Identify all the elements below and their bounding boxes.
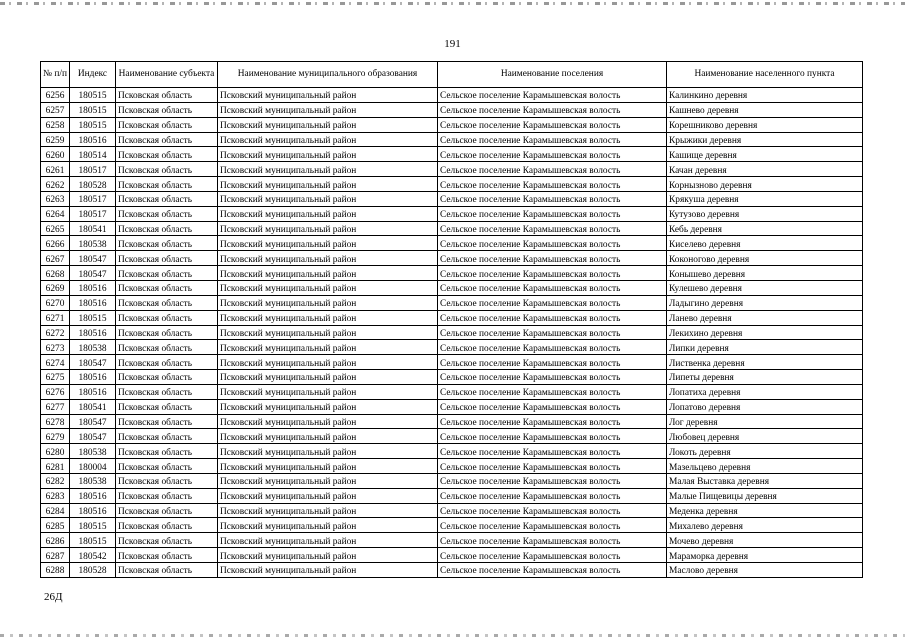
cell-subject: Псковская область (116, 459, 218, 474)
settlements-table (40, 61, 863, 578)
cell-subject: Псковская область (116, 370, 218, 385)
cell-number: 6259 (41, 132, 70, 147)
cell-subject: Псковская область (116, 221, 218, 236)
cell-index: 180547 (70, 251, 116, 266)
cell-subject: Псковская область (116, 399, 218, 414)
cell-index: 180515 (70, 518, 116, 533)
cell-locality: Ладыгино деревня (667, 295, 863, 310)
cell-subject: Псковская область (116, 310, 218, 325)
cell-settlement: Сельское поселение Карамышевская волость (438, 251, 667, 266)
cell-municipality: Псковский муниципальный район (218, 503, 438, 518)
cell-index: 180514 (70, 147, 116, 162)
cell-index: 180004 (70, 459, 116, 474)
cell-settlement: Сельское поселение Карамышевская волость (438, 370, 667, 385)
cell-subject: Псковская область (116, 88, 218, 103)
cell-subject: Псковская область (116, 488, 218, 503)
cell-number: 6271 (41, 310, 70, 325)
table-row (41, 191, 863, 206)
cell-locality: Конышево деревня (667, 266, 863, 281)
cell-index: 180547 (70, 414, 116, 429)
table-row (41, 177, 863, 192)
cell-subject: Псковская область (116, 429, 218, 444)
cell-locality: Корнызново деревня (667, 177, 863, 192)
cell-locality: Малые Пищевицы деревня (667, 488, 863, 503)
table-row (41, 444, 863, 459)
cell-subject: Псковская область (116, 503, 218, 518)
cell-settlement: Сельское поселение Карамышевская волость (438, 429, 667, 444)
table-row (41, 384, 863, 399)
cell-locality: Малая Выставка деревня (667, 473, 863, 488)
scan-edge-top (0, 2, 905, 5)
cell-number: 6256 (41, 88, 70, 103)
table-row (41, 251, 863, 266)
cell-subject: Псковская область (116, 102, 218, 117)
cell-municipality: Псковский муниципальный район (218, 236, 438, 251)
cell-settlement: Сельское поселение Карамышевская волость (438, 177, 667, 192)
table-row (41, 266, 863, 281)
cell-number: 6260 (41, 147, 70, 162)
cell-number: 6274 (41, 355, 70, 370)
table-row (41, 414, 863, 429)
cell-settlement: Сельское поселение Карамышевская волость (438, 266, 667, 281)
cell-subject: Псковская область (116, 384, 218, 399)
cell-number: 6277 (41, 399, 70, 414)
table-header-row (41, 62, 863, 88)
header-number: № п/п (41, 62, 70, 88)
cell-municipality: Псковский муниципальный район (218, 102, 438, 117)
cell-index: 180517 (70, 191, 116, 206)
cell-index: 180541 (70, 221, 116, 236)
cell-number: 6257 (41, 102, 70, 117)
cell-subject: Псковская область (116, 251, 218, 266)
cell-municipality: Псковский муниципальный район (218, 266, 438, 281)
cell-settlement: Сельское поселение Карамышевская волость (438, 488, 667, 503)
cell-settlement: Сельское поселение Карамышевская волость (438, 399, 667, 414)
cell-locality: Крыжики деревня (667, 132, 863, 147)
table-row (41, 459, 863, 474)
cell-municipality: Псковский муниципальный район (218, 221, 438, 236)
table-row (41, 429, 863, 444)
cell-settlement: Сельское поселение Карамышевская волость (438, 132, 667, 147)
cell-number: 6286 (41, 533, 70, 548)
table-row (41, 206, 863, 221)
cell-index: 180547 (70, 355, 116, 370)
table-row (41, 563, 863, 578)
cell-index: 180538 (70, 473, 116, 488)
cell-municipality: Псковский муниципальный район (218, 370, 438, 385)
cell-locality: Лопатиха деревня (667, 384, 863, 399)
page-number: 191 (444, 38, 461, 50)
cell-subject: Псковская область (116, 473, 218, 488)
cell-subject: Псковская область (116, 236, 218, 251)
cell-settlement: Сельское поселение Карамышевская волость (438, 518, 667, 533)
cell-subject: Псковская область (116, 162, 218, 177)
cell-subject: Псковская область (116, 563, 218, 578)
cell-index: 180538 (70, 340, 116, 355)
table-row (41, 295, 863, 310)
cell-settlement: Сельское поселение Карамышевская волость (438, 310, 667, 325)
cell-locality: Кутузово деревня (667, 206, 863, 221)
cell-settlement: Сельское поселение Карамышевская волость (438, 414, 667, 429)
cell-number: 6272 (41, 325, 70, 340)
cell-municipality: Псковский муниципальный район (218, 88, 438, 103)
header-municipality: Наименование муниципального образования (218, 62, 438, 88)
cell-number: 6284 (41, 503, 70, 518)
scan-edge-bottom (0, 634, 905, 637)
cell-municipality: Псковский муниципальный район (218, 429, 438, 444)
cell-locality: Коконогово деревня (667, 251, 863, 266)
table-row (41, 533, 863, 548)
cell-locality: Мочево деревня (667, 533, 863, 548)
cell-number: 6283 (41, 488, 70, 503)
cell-subject: Псковская область (116, 280, 218, 295)
cell-municipality: Псковский муниципальный район (218, 533, 438, 548)
cell-locality: Кебь деревня (667, 221, 863, 236)
cell-municipality: Псковский муниципальный район (218, 414, 438, 429)
cell-subject: Псковская область (116, 266, 218, 281)
cell-number: 6280 (41, 444, 70, 459)
cell-settlement: Сельское поселение Карамышевская волость (438, 88, 667, 103)
cell-subject: Псковская область (116, 177, 218, 192)
cell-municipality: Псковский муниципальный район (218, 488, 438, 503)
cell-settlement: Сельское поселение Карамышевская волость (438, 473, 667, 488)
cell-locality: Маслово деревня (667, 563, 863, 578)
header-settlement: Наименование поселения (438, 62, 667, 88)
table-body (41, 88, 863, 578)
cell-number: 6282 (41, 473, 70, 488)
cell-locality: Локоть деревня (667, 444, 863, 459)
cell-number: 6265 (41, 221, 70, 236)
cell-subject: Псковская область (116, 533, 218, 548)
cell-settlement: Сельское поселение Карамышевская волость (438, 295, 667, 310)
cell-index: 180515 (70, 102, 116, 117)
table-row (41, 503, 863, 518)
cell-number: 6276 (41, 384, 70, 399)
cell-index: 180515 (70, 533, 116, 548)
cell-settlement: Сельское поселение Карамышевская волость (438, 503, 667, 518)
cell-settlement: Сельское поселение Карамышевская волость (438, 459, 667, 474)
cell-municipality: Псковский муниципальный район (218, 548, 438, 563)
table-row (41, 488, 863, 503)
cell-number: 6285 (41, 518, 70, 533)
cell-locality: Липеты деревня (667, 370, 863, 385)
cell-index: 180538 (70, 444, 116, 459)
cell-number: 6258 (41, 117, 70, 132)
cell-locality: Липки деревня (667, 340, 863, 355)
cell-index: 180542 (70, 548, 116, 563)
cell-settlement: Сельское поселение Карамышевская волость (438, 206, 667, 221)
cell-locality: Лиственка деревня (667, 355, 863, 370)
cell-index: 180516 (70, 503, 116, 518)
cell-settlement: Сельское поселение Карамышевская волость (438, 236, 667, 251)
table-row (41, 162, 863, 177)
cell-settlement: Сельское поселение Карамышевская волость (438, 102, 667, 117)
cell-municipality: Псковский муниципальный район (218, 459, 438, 474)
cell-index: 180516 (70, 132, 116, 147)
cell-index: 180517 (70, 206, 116, 221)
cell-municipality: Псковский муниципальный район (218, 295, 438, 310)
cell-subject: Псковская область (116, 191, 218, 206)
cell-settlement: Сельское поселение Карамышевская волость (438, 221, 667, 236)
cell-index: 180516 (70, 488, 116, 503)
cell-index: 180516 (70, 370, 116, 385)
cell-subject: Псковская область (116, 206, 218, 221)
cell-settlement: Сельское поселение Карамышевская волость (438, 355, 667, 370)
table-row (41, 280, 863, 295)
cell-index: 180516 (70, 280, 116, 295)
cell-number: 6288 (41, 563, 70, 578)
cell-locality: Мараморка деревня (667, 548, 863, 563)
table-row (41, 518, 863, 533)
table-row (41, 147, 863, 162)
cell-subject: Псковская область (116, 444, 218, 459)
cell-subject: Псковская область (116, 295, 218, 310)
cell-municipality: Псковский муниципальный район (218, 384, 438, 399)
cell-number: 6266 (41, 236, 70, 251)
cell-number: 6278 (41, 414, 70, 429)
cell-index: 180547 (70, 429, 116, 444)
cell-locality: Калинкино деревня (667, 88, 863, 103)
cell-locality: Михалево деревня (667, 518, 863, 533)
cell-municipality: Псковский муниципальный район (218, 325, 438, 340)
cell-municipality: Псковский муниципальный район (218, 177, 438, 192)
table-row (41, 132, 863, 147)
cell-locality: Крякуша деревня (667, 191, 863, 206)
cell-subject: Псковская область (116, 518, 218, 533)
table-row (41, 340, 863, 355)
cell-number: 6287 (41, 548, 70, 563)
cell-locality: Ланево деревня (667, 310, 863, 325)
cell-locality: Киселево деревня (667, 236, 863, 251)
cell-municipality: Псковский муниципальный район (218, 473, 438, 488)
cell-settlement: Сельское поселение Карамышевская волость (438, 533, 667, 548)
cell-subject: Псковская область (116, 340, 218, 355)
cell-number: 6262 (41, 177, 70, 192)
header-index: Индекс (70, 62, 116, 88)
cell-number: 6264 (41, 206, 70, 221)
cell-locality: Качан деревня (667, 162, 863, 177)
cell-municipality: Псковский муниципальный район (218, 191, 438, 206)
table-row (41, 102, 863, 117)
cell-municipality: Псковский муниципальный район (218, 251, 438, 266)
cell-index: 180516 (70, 384, 116, 399)
cell-municipality: Псковский муниципальный район (218, 340, 438, 355)
table-row (41, 88, 863, 103)
cell-locality: Кашище деревня (667, 147, 863, 162)
cell-municipality: Псковский муниципальный район (218, 132, 438, 147)
cell-number: 6273 (41, 340, 70, 355)
cell-locality: Корешниково деревня (667, 117, 863, 132)
cell-locality: Меденка деревня (667, 503, 863, 518)
cell-index: 180541 (70, 399, 116, 414)
cell-number: 6270 (41, 295, 70, 310)
table-row (41, 221, 863, 236)
cell-municipality: Псковский муниципальный район (218, 518, 438, 533)
cell-index: 180547 (70, 266, 116, 281)
cell-municipality: Псковский муниципальный район (218, 444, 438, 459)
cell-subject: Псковская область (116, 132, 218, 147)
cell-index: 180528 (70, 177, 116, 192)
header-locality: Наименование населенного пункта (667, 62, 863, 88)
cell-settlement: Сельское поселение Карамышевская волость (438, 147, 667, 162)
cell-index: 180517 (70, 162, 116, 177)
cell-settlement: Сельское поселение Карамышевская волость (438, 444, 667, 459)
cell-municipality: Псковский муниципальный район (218, 206, 438, 221)
cell-settlement: Сельское поселение Карамышевская волость (438, 563, 667, 578)
table-row (41, 370, 863, 385)
cell-number: 6279 (41, 429, 70, 444)
cell-municipality: Псковский муниципальный район (218, 117, 438, 132)
cell-subject: Псковская область (116, 117, 218, 132)
cell-subject: Псковская область (116, 414, 218, 429)
table-row (41, 310, 863, 325)
cell-number: 6275 (41, 370, 70, 385)
cell-number: 6263 (41, 191, 70, 206)
header-subject: Наименование субъекта (116, 62, 218, 88)
cell-index: 180528 (70, 563, 116, 578)
cell-subject: Псковская область (116, 548, 218, 563)
cell-subject: Псковская область (116, 147, 218, 162)
cell-index: 180515 (70, 117, 116, 132)
cell-index: 180515 (70, 88, 116, 103)
cell-settlement: Сельское поселение Карамышевская волость (438, 280, 667, 295)
table-row (41, 117, 863, 132)
table-row (41, 548, 863, 563)
cell-settlement: Сельское поселение Карамышевская волость (438, 384, 667, 399)
cell-settlement: Сельское поселение Карамышевская волость (438, 548, 667, 563)
cell-municipality: Псковский муниципальный район (218, 310, 438, 325)
cell-municipality: Псковский муниципальный район (218, 147, 438, 162)
table-row (41, 325, 863, 340)
table-row (41, 355, 863, 370)
table-row (41, 236, 863, 251)
cell-subject: Псковская область (116, 325, 218, 340)
cell-municipality: Псковский муниципальный район (218, 563, 438, 578)
cell-number: 6261 (41, 162, 70, 177)
cell-number: 6268 (41, 266, 70, 281)
table-row (41, 399, 863, 414)
cell-settlement: Сельское поселение Карамышевская волость (438, 117, 667, 132)
table-row (41, 473, 863, 488)
cell-settlement: Сельское поселение Карамышевская волость (438, 340, 667, 355)
cell-locality: Мазельцево деревня (667, 459, 863, 474)
cell-municipality: Псковский муниципальный район (218, 162, 438, 177)
cell-number: 6281 (41, 459, 70, 474)
cell-locality: Лопатово деревня (667, 399, 863, 414)
cell-municipality: Псковский муниципальный район (218, 355, 438, 370)
cell-number: 6269 (41, 280, 70, 295)
cell-settlement: Сельское поселение Карамышевская волость (438, 325, 667, 340)
footer-mark: 26Д (44, 591, 63, 603)
cell-locality: Лог деревня (667, 414, 863, 429)
cell-locality: Лекихино деревня (667, 325, 863, 340)
cell-locality: Любовец деревня (667, 429, 863, 444)
cell-index: 180516 (70, 295, 116, 310)
cell-subject: Псковская область (116, 355, 218, 370)
cell-municipality: Псковский муниципальный район (218, 280, 438, 295)
cell-index: 180515 (70, 310, 116, 325)
cell-locality: Кашнево деревня (667, 102, 863, 117)
cell-index: 180538 (70, 236, 116, 251)
cell-number: 6267 (41, 251, 70, 266)
cell-index: 180516 (70, 325, 116, 340)
cell-settlement: Сельское поселение Карамышевская волость (438, 191, 667, 206)
cell-locality: Кулешево деревня (667, 280, 863, 295)
cell-settlement: Сельское поселение Карамышевская волость (438, 162, 667, 177)
cell-municipality: Псковский муниципальный район (218, 399, 438, 414)
